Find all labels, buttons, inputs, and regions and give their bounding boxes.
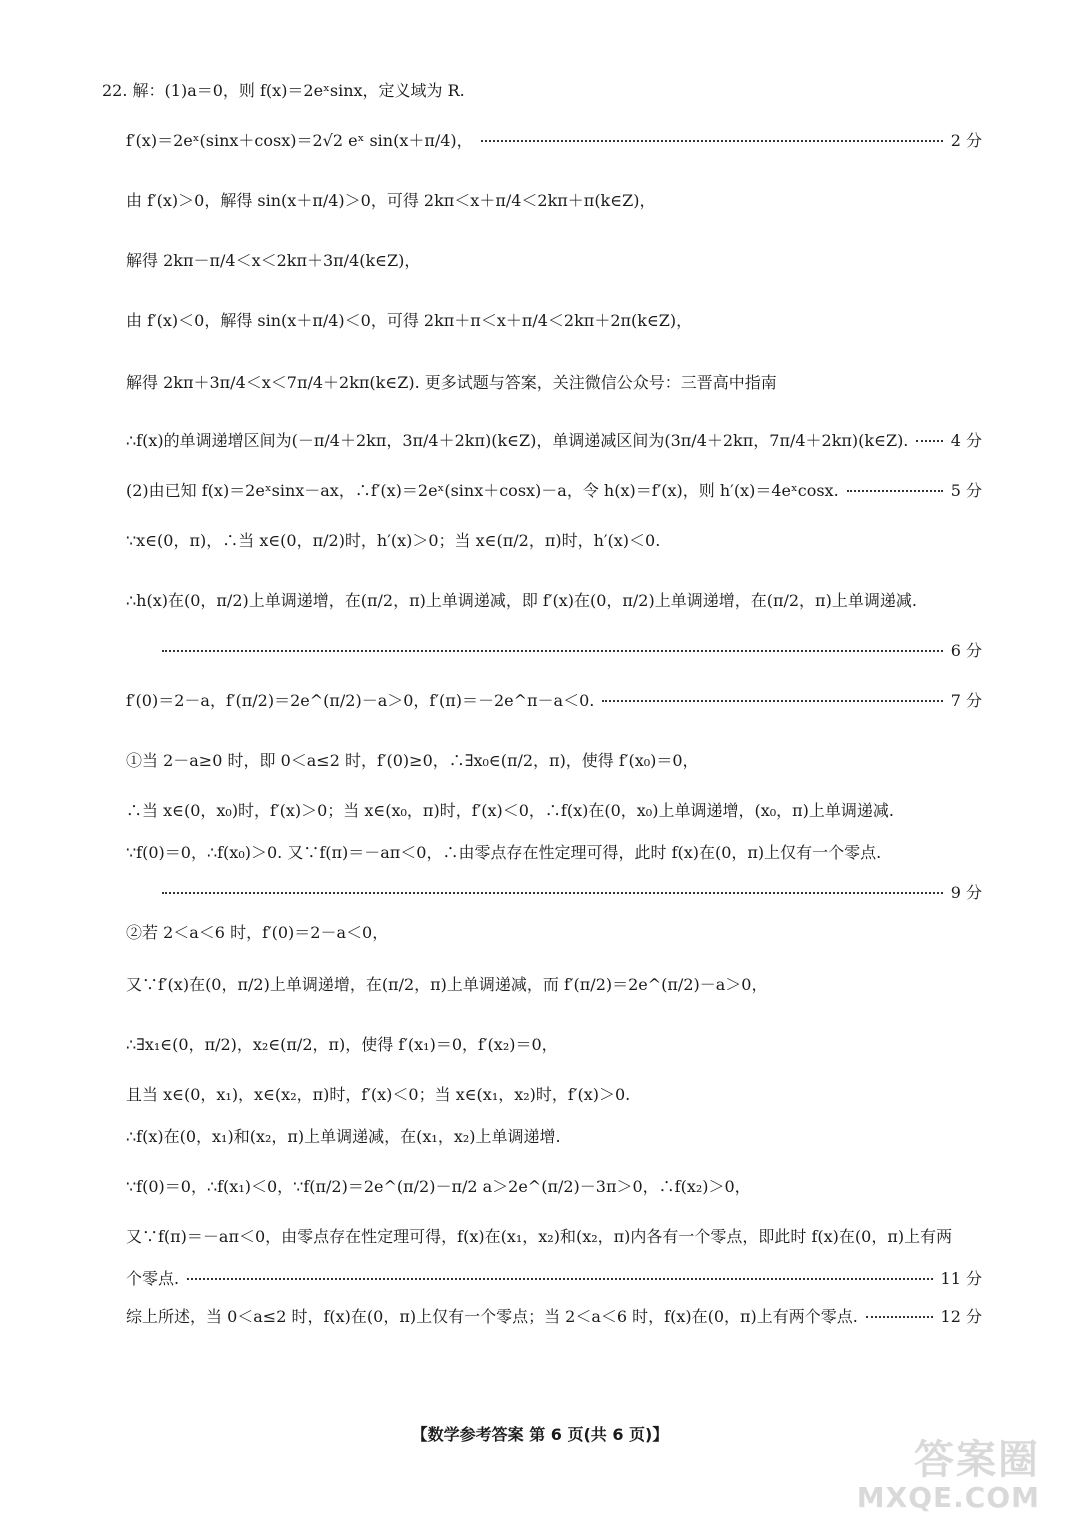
watermark-top: 答案圈 bbox=[914, 1437, 1040, 1483]
dotted-leader bbox=[162, 892, 943, 894]
line-text: 由 f′(x)＜0，解得 sin(x＋π/4)＜0，可得 2kπ＋π＜x＋π/4＜2kπ＋2π(k∈Z)， bbox=[126, 311, 693, 330]
answer-line bbox=[126, 250, 982, 272]
answer-line bbox=[126, 190, 982, 212]
answer-line bbox=[126, 1126, 982, 1148]
score-label: 2 分 bbox=[950, 131, 982, 150]
score-label: 6 分 bbox=[950, 641, 982, 660]
answer-line bbox=[126, 882, 982, 904]
answer-line bbox=[126, 1176, 982, 1198]
answer-line bbox=[126, 690, 982, 712]
dotted-leader bbox=[187, 1278, 932, 1280]
answer-line bbox=[126, 430, 982, 452]
answer-line bbox=[126, 750, 982, 772]
answer-line bbox=[126, 310, 982, 332]
watermark-bottom: MXQE.COM bbox=[856, 1481, 1040, 1514]
score-label: 4 分 bbox=[950, 431, 982, 450]
line-text: ∴h(x)在(0，π/2)上单调递增，在(π/2，π)上单调递减，即 f′(x)在(0，π/2)上单调递增，在(π/2，π)上单调递减. bbox=[126, 591, 917, 610]
line-text: 且当 x∈(0，x₁)，x∈(x₂，π)时，f′(x)＜0；当 x∈(x₁，x₂)时，f′(x)＞0. bbox=[126, 1085, 631, 1104]
line-text: (2)由已知 f(x)＝2eˣsinx－ax，∴f′(x)＝2eˣ(sinx＋cosx)－a，令 h(x)＝f′(x)，则 h′(x)＝4eˣcosx. bbox=[126, 481, 839, 500]
page-footer: 【数学参考答案 第 6 页(共 6 页)】 bbox=[411, 1425, 669, 1444]
answer-line bbox=[126, 1034, 982, 1056]
line-text: ①当 2－a≥0 时，即 0＜a≤2 时，f′(0)≥0，∴∃x₀∈(π/2，π)，使得 f′(x₀)＝0， bbox=[126, 751, 699, 770]
line-text: f′(0)＝2－a，f′(π/2)＝2e^(π/2)－a＞0，f′(π)＝－2e^π－a＜0. bbox=[126, 691, 595, 710]
line-text: ②若 2＜a＜6 时，f′(0)＝2－a＜0， bbox=[126, 923, 389, 942]
answer-line bbox=[126, 130, 982, 152]
line-text: 解得 2kπ－π/4＜x＜2kπ＋3π/4(k∈Z)， bbox=[126, 251, 421, 270]
answer-line bbox=[126, 372, 982, 394]
dotted-leader bbox=[162, 650, 943, 652]
answer-line bbox=[126, 1268, 982, 1290]
line-text: ∵x∈(0，π)，∴当 x∈(0，π/2)时，h′(x)＞0；当 x∈(π/2，π)时，h′(x)＜0. bbox=[126, 531, 661, 550]
line-text: 22. 解：(1)a＝0，则 f(x)＝2eˣsinx，定义域为 R. bbox=[102, 81, 465, 100]
answer-line bbox=[126, 922, 982, 944]
score-label: 12 分 bbox=[940, 1307, 982, 1326]
answer-line bbox=[126, 480, 982, 502]
line-text: 个零点. bbox=[126, 1269, 180, 1288]
dotted-leader bbox=[866, 1316, 933, 1318]
watermark-logo bbox=[857, 1438, 1040, 1514]
answer-line bbox=[126, 1084, 982, 1106]
dotted-leader bbox=[481, 140, 943, 142]
score-label: 5 分 bbox=[950, 481, 982, 500]
answer-line bbox=[126, 530, 982, 552]
score-label: 11 分 bbox=[940, 1269, 982, 1288]
line-text: ∵f(0)＝0，∴f(x₁)＜0，∵f(π/2)＝2e^(π/2)－π/2 a＞2e^(π/2)－3π＞0，∴f(x₂)＞0， bbox=[126, 1177, 751, 1196]
answer-line bbox=[126, 590, 982, 612]
score-label: 9 分 bbox=[950, 883, 982, 902]
answer-line bbox=[126, 800, 982, 822]
line-text: ∴当 x∈(0，x₀)时，f′(x)＞0；当 x∈(x₀，π)时，f′(x)＜0，∴f(x)在(0，x₀)上单调递增，(x₀，π)上单调递减. bbox=[126, 801, 894, 820]
line-text: ∴∃x₁∈(0，π/2)，x₂∈(π/2，π)，使得 f′(x₁)＝0，f′(x₂)＝0， bbox=[126, 1035, 558, 1054]
line-text: 综上所述，当 0＜a≤2 时，f(x)在(0，π)上仅有一个零点；当 2＜a＜6 时，f(x)在(0，π)上有两个零点. bbox=[126, 1307, 858, 1326]
line-text: ∴f(x)的单调递增区间为(－π/4＋2kπ，3π/4＋2kπ)(k∈Z)，单调递减区间为(3π/4＋2kπ，7π/4＋2kπ)(k∈Z). bbox=[126, 431, 909, 450]
line-text: 又∵f(π)＝－aπ＜0，由零点存在性定理可得，f(x)在(x₁，x₂)和(x₂，π)内各有一个零点，即此时 f(x)在(0，π)上有两 bbox=[126, 1227, 953, 1246]
dotted-leader bbox=[916, 440, 942, 442]
answer-line bbox=[126, 640, 982, 662]
line-text: ∴f(x)在(0，x₁)和(x₂，π)上单调递减，在(x₁，x₂)上单调递增. bbox=[126, 1127, 561, 1146]
line-text: f′(x)＝2eˣ(sinx＋cosx)＝2√2 eˣ sin(x＋π/4)， bbox=[126, 131, 473, 150]
answer-line bbox=[126, 842, 982, 864]
line-text: 由 f′(x)＞0，解得 sin(x＋π/4)＞0，可得 2kπ＜x＋π/4＜2kπ＋π(k∈Z)， bbox=[126, 191, 656, 210]
answer-line bbox=[126, 1226, 982, 1248]
answer-line bbox=[126, 1306, 982, 1328]
line-text: ∵f(0)＝0，∴f(x₀)＞0. 又∵f(π)＝－aπ＜0，∴由零点存在性定理可得，此时 f(x)在(0，π)上仅有一个零点. bbox=[126, 843, 882, 862]
line-text: 解得 2kπ＋3π/4＜x＜7π/4＋2kπ(k∈Z). 更多试题与答案，关注微信公众号：三晋高中指南 bbox=[126, 373, 777, 392]
answer-line bbox=[102, 80, 958, 102]
score-label: 7 分 bbox=[950, 691, 982, 710]
line-text: 又∵f′(x)在(0，π/2)上单调递增，在(π/2，π)上单调递减，而 f′(π/2)＝2e^(π/2)－a＞0， bbox=[126, 975, 768, 994]
answer-line bbox=[126, 974, 982, 996]
dotted-leader bbox=[847, 490, 943, 492]
dotted-leader bbox=[602, 700, 942, 702]
